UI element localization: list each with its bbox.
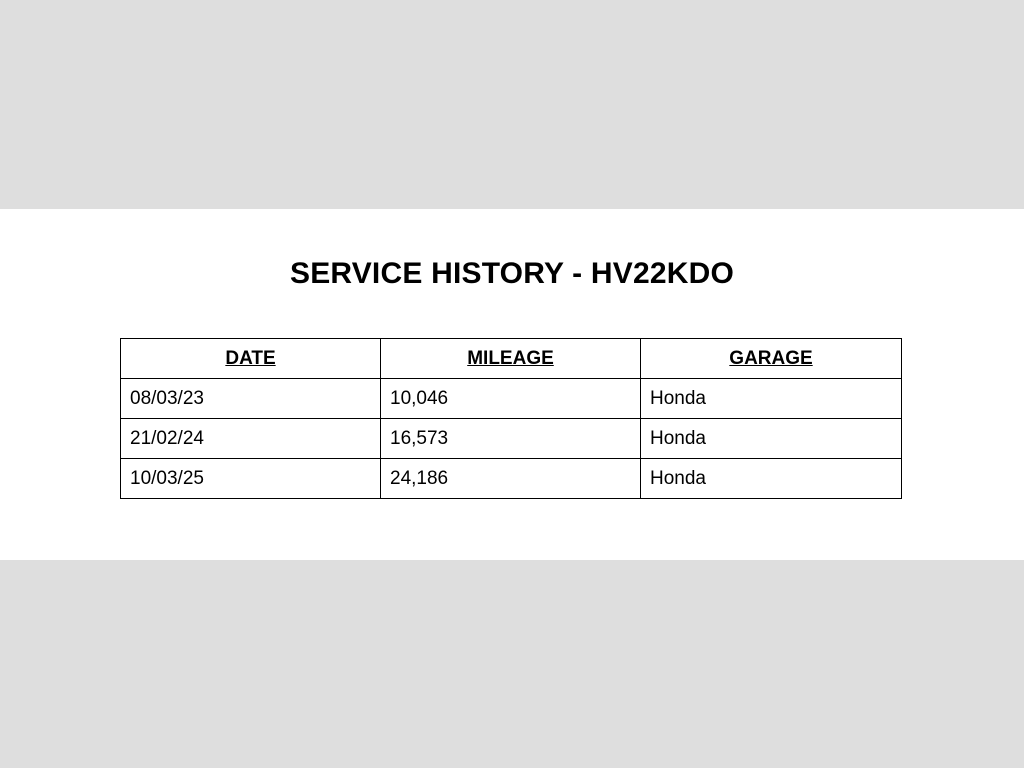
- cell-date: 08/03/23: [121, 379, 381, 419]
- service-history-table: [120, 338, 902, 499]
- table-header-row: [121, 339, 902, 379]
- column-header-mileage: MILEAGE: [381, 339, 641, 379]
- column-header-date: DATE: [121, 339, 381, 379]
- table-row: [121, 459, 902, 499]
- table-row: [121, 379, 902, 419]
- cell-date: 10/03/25: [121, 459, 381, 499]
- table-row: [121, 419, 902, 459]
- cell-mileage: 24,186: [381, 459, 641, 499]
- cell-date: 21/02/24: [121, 419, 381, 459]
- document-title: SERVICE HISTORY - HV22KDO: [289, 257, 734, 290]
- column-header-garage: GARAGE: [641, 339, 902, 379]
- cell-mileage: 10,046: [381, 379, 641, 419]
- cell-garage: Honda: [641, 419, 902, 459]
- cell-garage: Honda: [641, 459, 902, 499]
- cell-garage: Honda: [641, 379, 902, 419]
- cell-mileage: 16,573: [381, 419, 641, 459]
